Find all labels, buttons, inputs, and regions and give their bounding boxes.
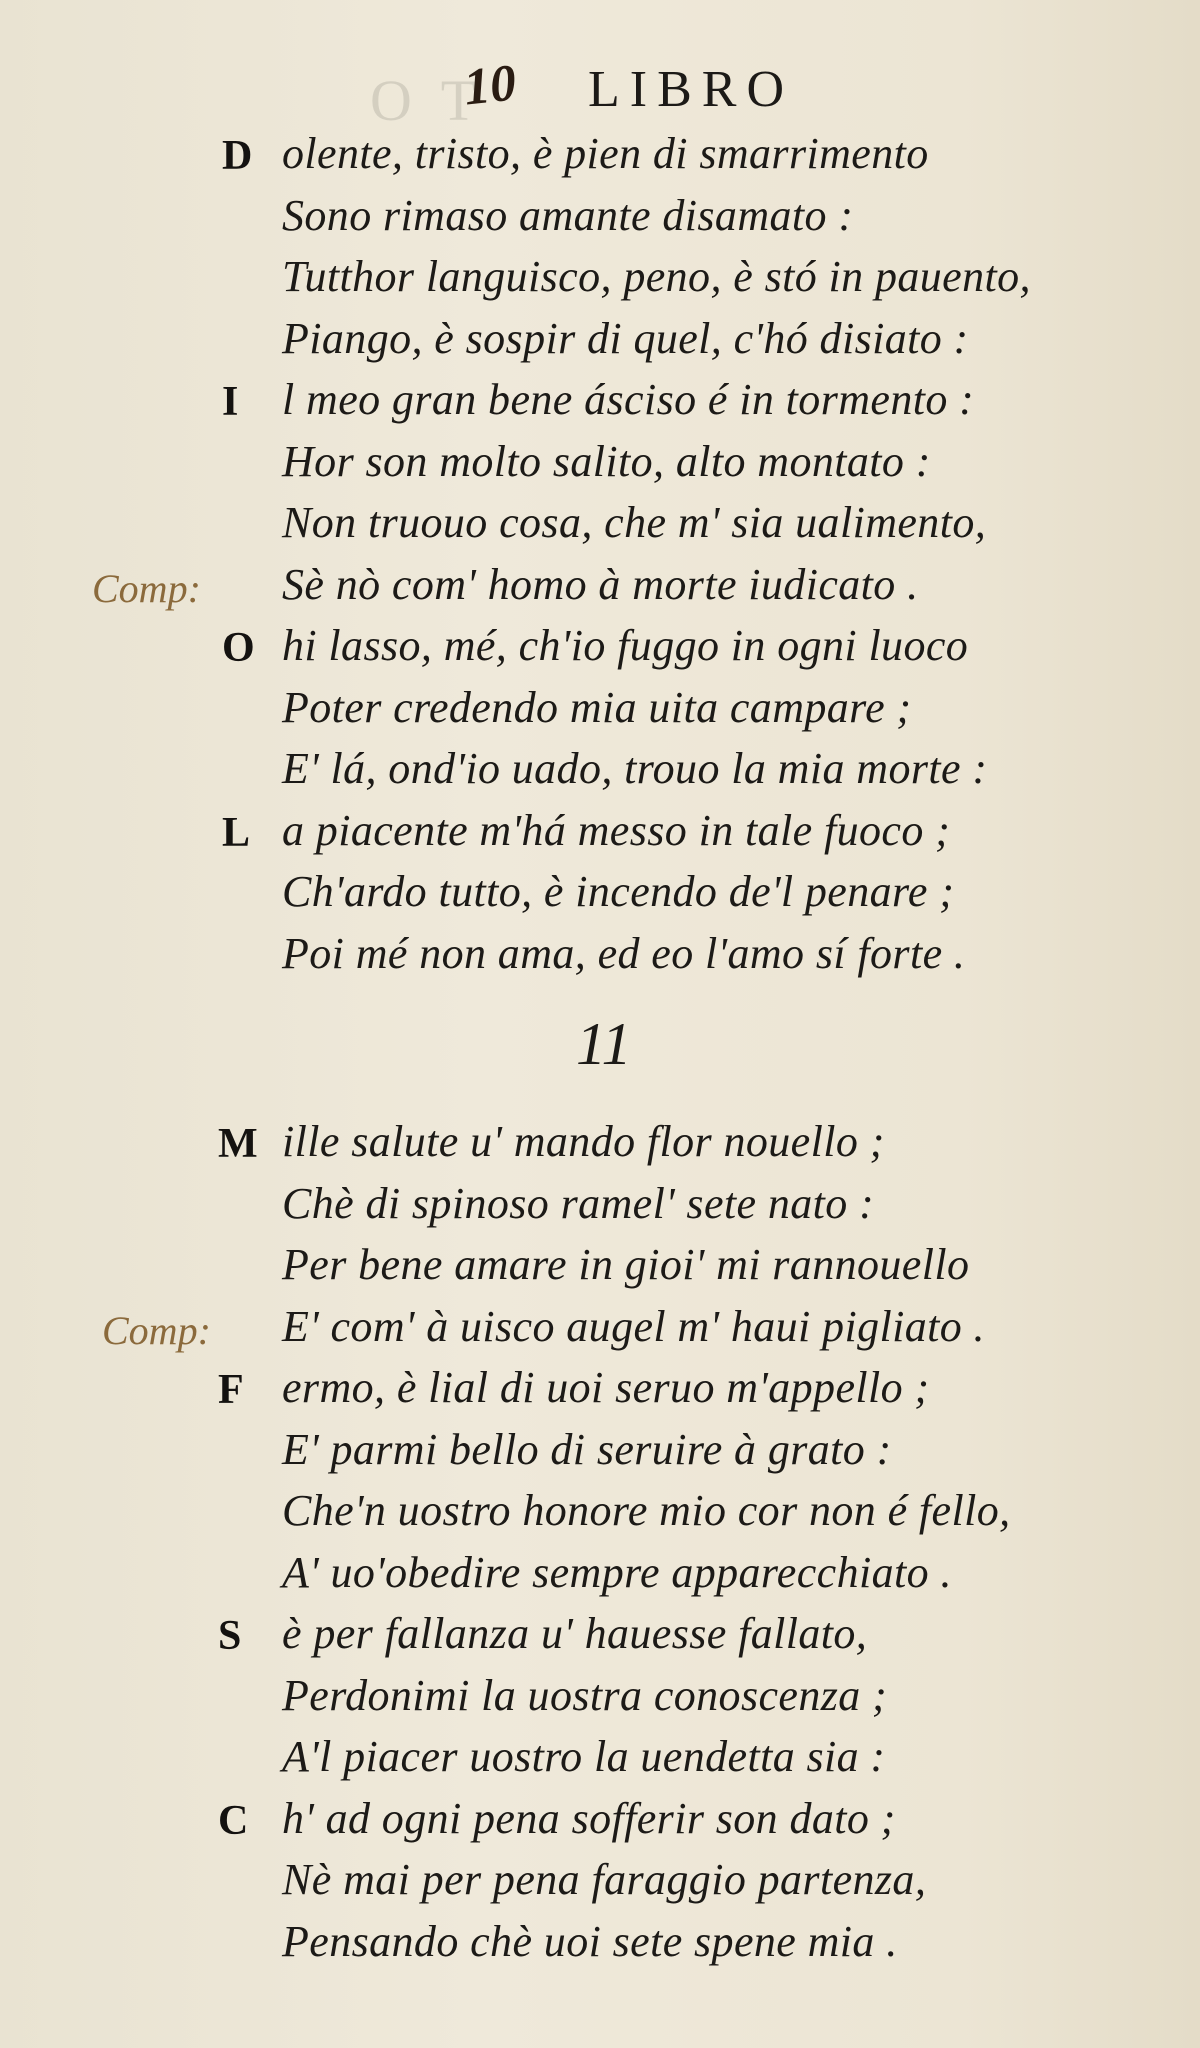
verse-line — [0, 1362, 1200, 1424]
verse-line — [0, 190, 1200, 252]
verse-line — [0, 620, 1200, 682]
verse-line — [0, 128, 1200, 190]
verse-text: h' ad ogni pena sofferir son dato ; — [282, 1793, 896, 1843]
marginal-annotation: Comp: — [102, 1307, 211, 1353]
verse-line — [0, 251, 1200, 313]
verse-text: Tutthor languisco, peno, è stó in pauento, — [282, 252, 1031, 301]
verse-text: Chè di spinoso ramel' sete nato : — [282, 1178, 875, 1228]
sonnet-number: 11 — [576, 1011, 632, 1077]
verse-text: l meo gran bene ásciso é in tormento : — [282, 375, 975, 424]
verse-line — [0, 497, 1200, 559]
verse-text: Nè mai per pena faraggio partenza, — [282, 1855, 927, 1904]
sonnet-2 — [0, 1116, 1200, 1977]
verse-text: Per bene amare in gioi' mi rannouello — [282, 1240, 970, 1289]
stanza-initial: M — [218, 1121, 258, 1167]
stanza-initial: L — [222, 809, 251, 856]
verse-text: ille salute u' mando flor nouello ; — [282, 1117, 885, 1166]
verse-line — [0, 436, 1200, 498]
stanza-initial: F — [218, 1367, 244, 1413]
verse-text: A' uo'obedire sempre apparecchiato . — [282, 1547, 952, 1597]
sonnet-1 — [0, 128, 1200, 989]
verse-text: Ch'ardo tutto, è incendo de'l penare ; — [282, 867, 955, 916]
verse-text: A'l piacer uostro la uendetta sia : — [282, 1732, 886, 1781]
verse-text: olente, tristo, è pien di smarrimento — [282, 129, 929, 178]
verse-text: E' com' à uisco augel m' haui pigliato . — [282, 1301, 985, 1351]
verse-line — [0, 313, 1200, 375]
verse-text: Poi mé non ama, ed eo l'amo sí forte . — [282, 928, 966, 978]
verse-line — [0, 1670, 1200, 1732]
verse-line — [0, 1424, 1200, 1486]
verse-text: ermo, è lial di uoi seruo m'appello ; — [282, 1363, 930, 1412]
verse-text: Sè nò com' homo à morte iudicato . — [282, 559, 919, 609]
verse-text: Che'n uostro honore mio cor non é fello, — [282, 1486, 1011, 1535]
verse-line — [0, 1178, 1200, 1240]
marginal-annotation: Comp: — [92, 565, 201, 611]
verse-line — [0, 682, 1200, 744]
verse-line — [0, 866, 1200, 928]
verse-line — [0, 743, 1200, 805]
verse-text: Perdonimi la uostra conoscenza ; — [282, 1670, 888, 1720]
verse-text: Piango, è sospir di quel, c'hó disiato : — [282, 313, 969, 363]
verse-line — [0, 928, 1200, 990]
stanza-initial: S — [218, 1613, 242, 1659]
show-through-header: TO — [340, 68, 477, 133]
verse-line — [0, 1608, 1200, 1670]
verse-text: a piacente m'há messo in tale fuoco ; — [282, 805, 951, 855]
verse-text: E' lá, ond'io uado, trouo la mia morte : — [282, 744, 988, 793]
verse-line — [0, 559, 1200, 621]
verse-line — [0, 1547, 1200, 1609]
verse-text: Poter credendo mia uita campare ; — [282, 682, 912, 732]
verse-text: hi lasso, mé, ch'io fuggo in ogni luoco — [282, 621, 969, 670]
verse-line — [0, 1301, 1200, 1363]
verse-line — [0, 1793, 1200, 1855]
verse-text: Pensando chè uoi sete spene mia . — [282, 1916, 898, 1966]
verse-line — [0, 374, 1200, 436]
verse-text: Non truouo cosa, che m' sia ualimento, — [282, 498, 987, 547]
verse-text: è per fallanza u' hauesse fallato, — [282, 1609, 868, 1658]
verse-line — [0, 1239, 1200, 1301]
verse-text: E' parmi bello di seruire à grato : — [282, 1424, 892, 1474]
verse-text: Hor son molto salito, alto montato : — [282, 436, 931, 486]
verse-line — [0, 1916, 1200, 1978]
verse-text: Sono rimaso amante disamato : — [282, 190, 854, 240]
verse-line — [0, 1731, 1200, 1793]
stanza-initial: D — [222, 133, 253, 179]
verse-line — [0, 805, 1200, 867]
stanza-initial: C — [218, 1797, 249, 1844]
stanza-initial: O — [222, 625, 255, 671]
verse-line — [0, 1854, 1200, 1916]
verse-line — [0, 1116, 1200, 1178]
verse-line — [0, 1485, 1200, 1547]
folio-number: 10 — [461, 54, 519, 117]
stanza-initial: I — [222, 379, 239, 425]
running-head: LIBRO — [588, 61, 794, 118]
